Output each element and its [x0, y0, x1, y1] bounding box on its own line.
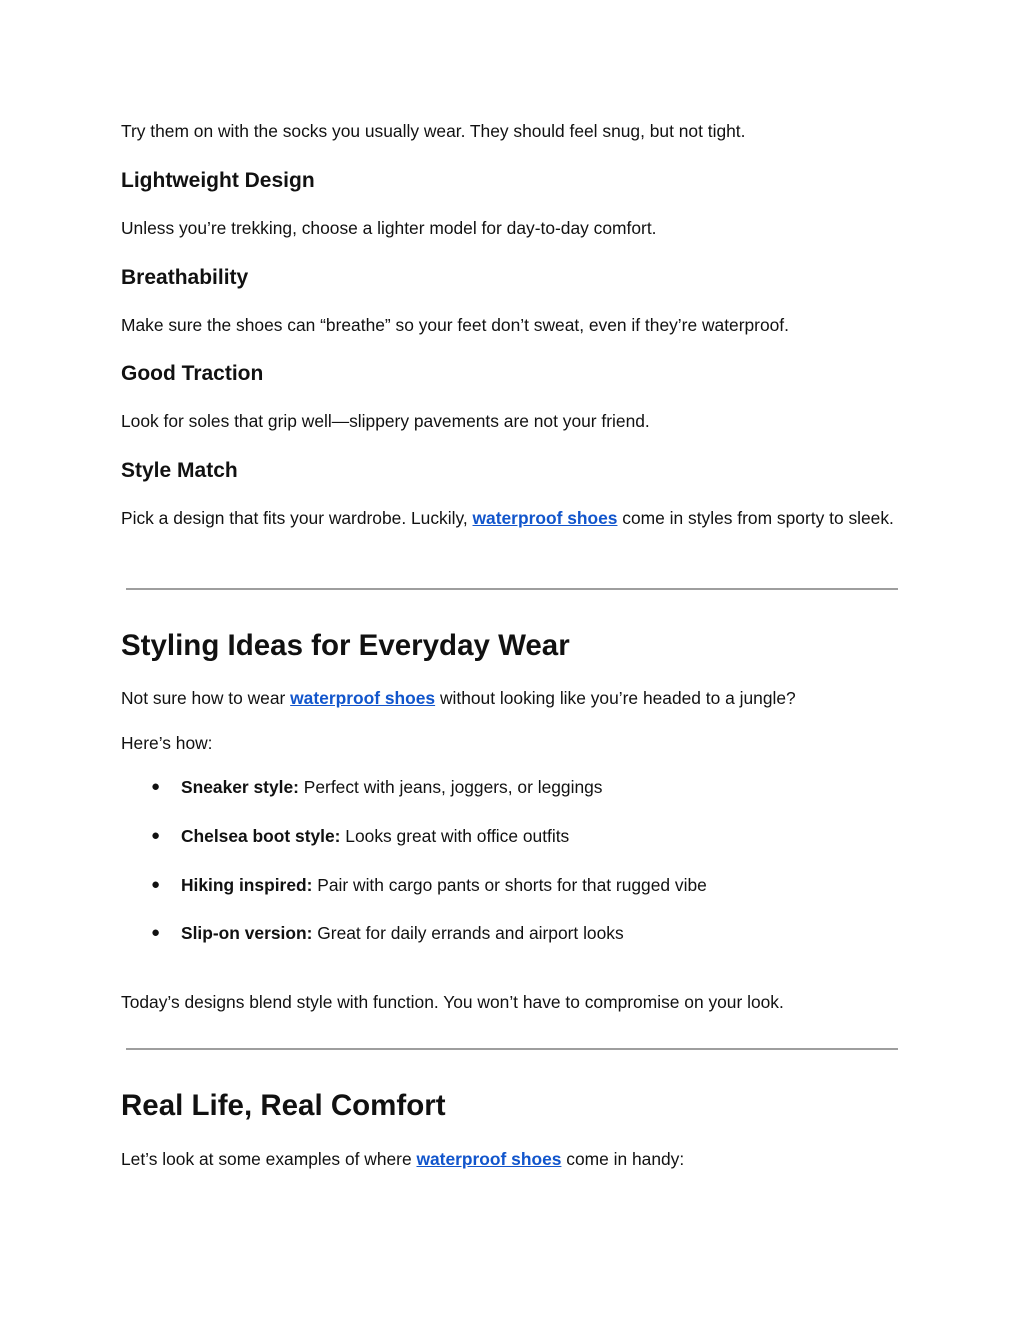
list-item-text: Great for daily errands and airport looks: [312, 923, 624, 943]
waterproof-shoes-link[interactable]: waterproof shoes: [472, 508, 618, 528]
style-match-paragraph: [121, 506, 901, 530]
bullet-icon: ●: [151, 924, 161, 941]
bullet-icon: ●: [151, 778, 161, 795]
heading-good-traction: Good Traction: [121, 362, 264, 385]
list-item-text: Pair with cargo pants or shorts for that rugged vibe: [312, 875, 707, 895]
bullet-icon: ●: [151, 827, 161, 844]
real-life-intro-before: Let’s look at some examples of where: [121, 1149, 417, 1169]
style-match-text-before: Pick a design that fits your wardrobe. Luckily,: [121, 508, 473, 528]
list-item: [121, 824, 901, 848]
list-item: [121, 873, 901, 897]
fit-paragraph: Try them on with the socks you usually wear. They should feel snug, but not tight.: [121, 121, 746, 141]
real-life-intro-paragraph: [121, 1147, 684, 1171]
list-item: [121, 775, 901, 799]
bullet-icon: ●: [151, 876, 161, 893]
heading-real-life: Real Life, Real Comfort: [121, 1089, 446, 1122]
styling-closing-paragraph: Today’s designs blend style with function. You won’t have to compromise on your look.: [121, 992, 784, 1012]
list-item-text: Perfect with jeans, joggers, or leggings: [298, 777, 603, 797]
waterproof-shoes-link[interactable]: waterproof shoes: [416, 1149, 562, 1169]
heading-style-match: Style Match: [121, 459, 238, 482]
styling-intro-before: Not sure how to wear: [121, 688, 291, 708]
breathability-paragraph: Make sure the shoes can “breathe” so your feet don’t sweat, even if they’re waterproof.: [121, 315, 789, 335]
heading-breathability: Breathability: [121, 266, 249, 289]
list-item-label: Sneaker style:: [181, 777, 299, 797]
list-item-text: Looks great with office outfits: [340, 826, 570, 846]
heres-how-text: Here’s how:: [121, 733, 213, 753]
list-item-label: Slip-on version:: [181, 923, 313, 943]
list-item-label: Hiking inspired:: [181, 875, 313, 895]
style-match-text-after: come in styles from sporty to sleek.: [617, 508, 894, 528]
horizontal-rule: [126, 588, 898, 590]
list-item-label: Chelsea boot style:: [181, 826, 341, 846]
waterproof-shoes-link[interactable]: waterproof shoes: [290, 688, 436, 708]
real-life-intro-after: come in handy:: [561, 1149, 685, 1169]
traction-paragraph: Look for soles that grip well—slippery pavements are not your friend.: [121, 411, 650, 431]
styling-intro-paragraph: [121, 686, 796, 710]
list-item: [121, 921, 901, 945]
heading-lightweight-design: Lightweight Design: [121, 169, 315, 192]
heading-styling-ideas: Styling Ideas for Everyday Wear: [121, 629, 570, 662]
lightweight-paragraph: Unless you’re trekking, choose a lighter model for day-to-day comfort.: [121, 218, 657, 238]
styling-intro-after: without looking like you’re headed to a jungle?: [435, 688, 796, 708]
horizontal-rule: [126, 1048, 898, 1050]
